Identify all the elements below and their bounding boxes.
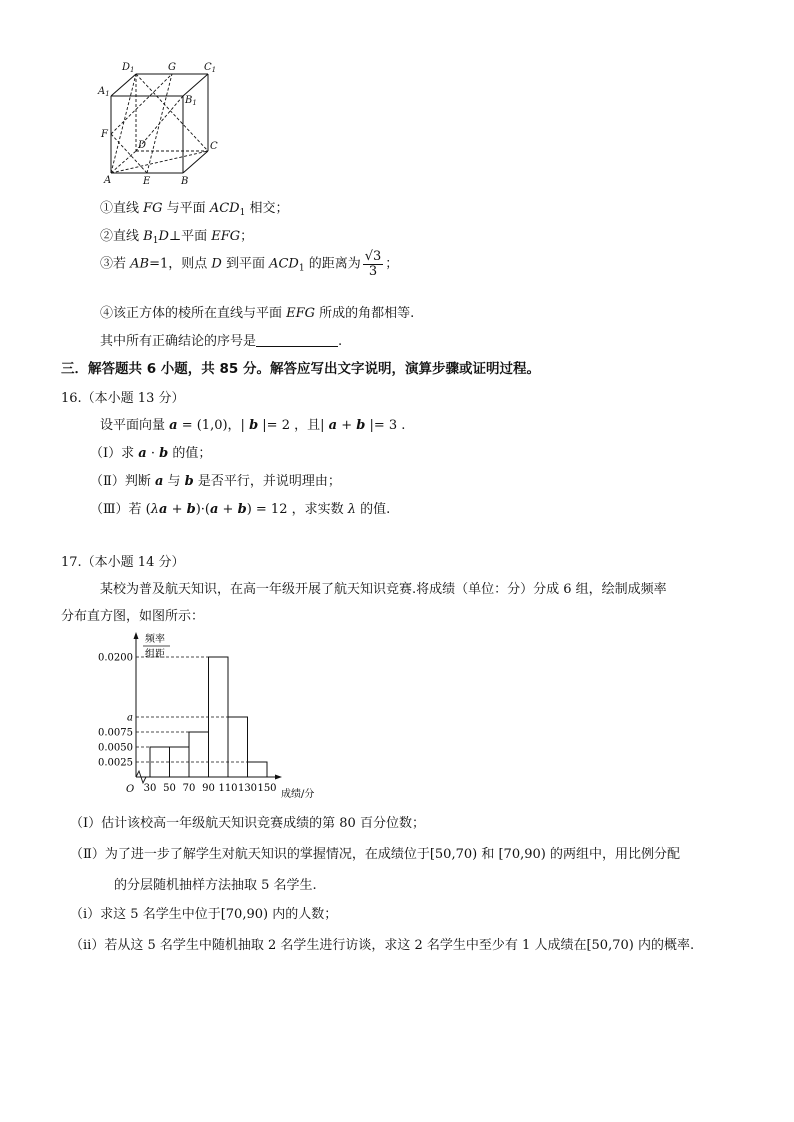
- label-b1: $B_1$: [185, 95, 197, 107]
- y-tick-label: 0.0075: [98, 727, 133, 739]
- diag-d1c: [136, 74, 208, 151]
- label-g: G: [168, 62, 176, 73]
- y-tick-label: 0.0050: [98, 742, 133, 754]
- seg-fg: [111, 74, 172, 134]
- q17-header: 17.（本小题 14 分）: [61, 555, 185, 570]
- label-e: E: [143, 176, 151, 187]
- q17-part-2-line-1: （Ⅱ）为了进一步了解学生对航天知识的掌握情况，在成绩位于[50,70) 和 [70,90) 的两组中，用比例分配: [70, 847, 680, 862]
- fraction-sqrt3-over-3: $\frac{√3}{3}$: [364, 249, 382, 279]
- y-axis-arrow: [134, 632, 139, 639]
- label-a: A: [104, 175, 112, 186]
- q17-part-2-ii: （ii）若从这 5 名学生中随机抽取 2 名学生进行访谈，求这 2 名学生中至少有 1 人成绩在[50,70) 内的概率.: [70, 938, 695, 953]
- label-b: B: [181, 176, 189, 187]
- q15-statement-3: ③若 AB=1，则点 D 到平面 $ACD_1$ 的距离为 $\frac{√3}{3}$ ；: [100, 249, 399, 279]
- x-tick-label: 70: [182, 783, 196, 794]
- q16-part-2: （Ⅱ）判断 a 与 b 是否平行，并说明理由；: [90, 474, 341, 489]
- diag-ad1: [111, 74, 136, 173]
- label-d1: $D_1$: [122, 62, 135, 74]
- q16-header: 16.（本小题 13 分）: [61, 391, 185, 406]
- label-c1: $C_1$: [204, 62, 217, 74]
- q17-part-2-line-2: 的分层随机抽样方法抽取 5 名学生.: [114, 878, 317, 893]
- q17-part-2-i: （i）求这 5 名学生中位于[70,90) 内的人数；: [70, 907, 338, 922]
- edge-a1d1: [111, 74, 136, 96]
- q15-statement-4: ④该正方体的棱所在直线与平面 EFG 所成的角都相等.: [100, 306, 415, 321]
- edge-bc: [183, 151, 208, 173]
- label-d: D: [138, 140, 147, 151]
- y-tick-label: 0.0025: [98, 757, 133, 769]
- x-tick-label: 110: [218, 783, 238, 794]
- edge-b1c1: [183, 74, 208, 96]
- origin-label: O: [126, 784, 135, 795]
- x-axis-arrow: [275, 775, 282, 780]
- x-tick-label: 150: [257, 783, 277, 794]
- y-label-bottom: 组距: [145, 649, 165, 660]
- y-tick-label: 0.0200: [98, 652, 133, 664]
- y-tick-label: a: [127, 712, 133, 724]
- x-tick-label: 90: [202, 783, 215, 794]
- q17-stem-line-1: 某校为普及航天知识，在高一年级开展了航天知识竞赛.将成绩（单位：分）分成 6 组，绘制成频率: [100, 582, 667, 597]
- answer-blank[interactable]: [256, 334, 338, 347]
- x-tick-label: 30: [143, 783, 157, 794]
- q16-part-1: （Ⅰ）求 a · b 的值；: [90, 446, 212, 461]
- q16-stem: 设平面向量 a = (1,0)，| b |= 2 ，且| a + b |= 3 .: [100, 418, 406, 433]
- q15-statement-2: ②直线 $B_1D\perp$平面 EFG；: [100, 229, 254, 246]
- label-a1: $A_1$: [98, 86, 110, 98]
- q17-stem-line-2: 分布直方图，如图所示：: [61, 609, 205, 624]
- q15-answer-prompt: 其中所有正确结论的序号是 .: [100, 334, 343, 349]
- label-c: C: [210, 141, 218, 152]
- cube-figure: [96, 56, 222, 188]
- q16-part-3: （Ⅲ）若 (λa + b)·(a + b) = 12 ，求实数 λ 的值.: [90, 502, 391, 517]
- x-tick-label: 50: [163, 783, 176, 794]
- q15-statement-1: ①直线 FG 与平面 $ACD_1$ 相交；: [100, 201, 289, 218]
- histogram-bar: [248, 762, 268, 777]
- q17-part-1: （Ⅰ）估计该校高一年级航天知识竞赛成绩的第 80 百分位数；: [70, 816, 425, 831]
- hidden-edge-ad: [111, 151, 136, 173]
- section-3-title: 三．解答题共 6 小题，共 85 分。解答应写出文字说明，演算步骤或证明过程。: [61, 361, 540, 377]
- y-label-top: 频率: [145, 634, 165, 645]
- diag-ac: [111, 151, 208, 173]
- label-f: F: [101, 129, 108, 140]
- x-axis-label: 成绩/分: [281, 789, 315, 800]
- x-tick-label: 130: [237, 783, 258, 794]
- frequency-histogram: [88, 630, 333, 806]
- histogram-bar: [189, 732, 209, 777]
- histogram-bar: [228, 717, 248, 777]
